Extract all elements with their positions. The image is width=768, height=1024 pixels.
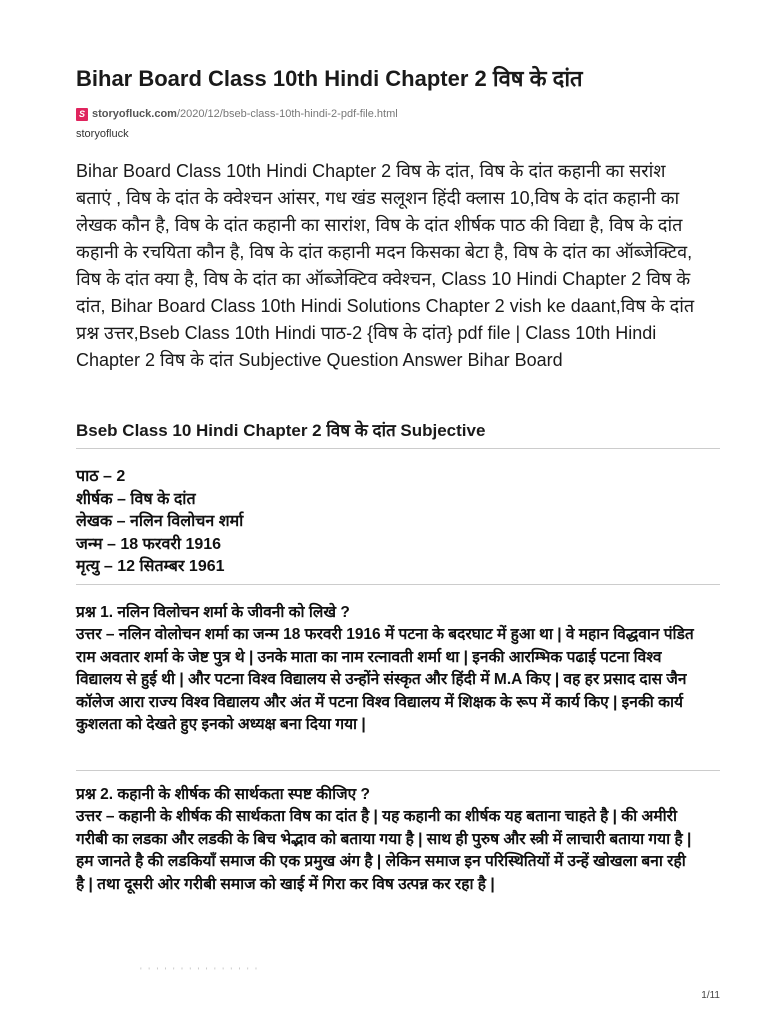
- source-path[interactable]: /2020/12/bseb-class-10th-hindi-2-pdf-file.html: [176, 108, 398, 120]
- question-1: प्रश्न 1. नलिन विलोचन शर्मा के जीवनी को लिखे ?: [76, 604, 350, 621]
- source-link[interactable]: [76, 104, 398, 124]
- divider: [76, 770, 720, 771]
- question-block-2: [76, 784, 696, 896]
- question-2: प्रश्न 2. कहानी के शीर्षक की सार्थकता स्पष्ट कीजिए ?: [76, 786, 370, 803]
- chapter-meta: [76, 466, 716, 579]
- page-number: 1/11: [701, 990, 720, 1001]
- site-name: storyofluck: [76, 128, 129, 140]
- section-heading: Bseb Class 10 Hindi Chapter 2 विष के दांत Subjective: [76, 421, 486, 440]
- answer-1: उत्तर – नलिन वोलोचन शर्मा का जन्म 18 फरवरी 1916 में पटना के बदरघाट में हुआ था | वे महान विद्धवान पंडित राम अवतार शर्मा के जेष्ट पुत्र थे | उनके माता का नाम रत्नावती शर्मा था | इनकी आरम्भिक पढाई पटना विश्व विद्यालय से हुई थी | और पटना विश्व विद्यालय से उन्होंने संस्कृत और हिंदी में M.A किए | वह हर प्रसाद दास जैन कॉलेज आरा राज्य विश्व विद्यालय और अंत में पटना विश्व विद्यालय में शिक्षक के रूप में कार्य किए | इनकी कार्य कुशलता को देखते हुए इनको अध्यक्ष बना दिया गया |: [76, 626, 694, 734]
- intro-paragraph: Bihar Board Class 10th Hindi Chapter 2 विष के दांत, विष के दांत कहानी का सरांश बताएं , विष के दांत के क्वेश्चन आंसर, गध खंड सलूशन हिंदी क्लास 10,विष के दांत कहानी का लेखक कौन है, विष के दांत कहानी का सारांश, विष के दांत शीर्षक पाठ की विद्या है, विष के दांत कहानी के रचयिता कौन है, विष के दांत कहानी मदन किसका बेटा है, विष के दांत का ऑब्जेक्टिव, विष के दांत क्या है, विष के दांत का ऑब्जेक्टिव क्वेश्चन, Class 10 Hindi Chapter 2 विष के दांत, Bihar Board Class 10th Hindi Solutions Chapter 2 vish ke daant,विष के दांत प्रश्न उत्तर,Bseb Class 10th Hindi पाठ-2 {विष के दांत} pdf file | Class 10th Hindi Chapter 2 विष के दांत Subjective Question Answer Bihar Board: [76, 161, 695, 370]
- divider: [76, 584, 720, 585]
- answer-2: उत्तर – कहानी के शीर्षक की सार्थकता विष का दांत है | यह कहानी का शीर्षक यह बताना चाहते है | की अमीरी गरीबी का लडका और लडकी के बिच भेद्भाव को बताया गया है | साथ ही पुरुष और स्त्री में लाचारी बताया गया है | हम जानते है की लडकियाँ समाज की एक प्रमुख अंग है | लेकिन समाज इन परिस्थितियों में उन्हें खोखला बना रही है | तथा दूसरी ओर गरीबी समाज को खाई में गिरा कर विष उत्पन्न कर रहा है |: [76, 808, 692, 893]
- divider: [76, 448, 720, 449]
- question-block-1: [76, 602, 696, 736]
- meta-title: शीर्षक – विष के दांत: [76, 490, 196, 508]
- meta-lesson: पाठ – 2: [76, 468, 126, 485]
- meta-author: लेखक – नलिन विलोचन शर्मा: [76, 513, 244, 530]
- meta-death: मृत्यु – 12 सितम्बर 1961: [76, 558, 225, 575]
- scribd-logo-icon: S: [76, 108, 88, 121]
- document-title: Bihar Board Class 10th Hindi Chapter 2 विष के दांत: [76, 66, 583, 91]
- cut-off-text-line: ' ' ' ' ' ' ' ' ' ' ' ' ' ' ': [140, 966, 259, 976]
- source-domain[interactable]: storyofluck.com: [92, 108, 177, 120]
- meta-birth: जन्म – 18 फरवरी 1916: [76, 535, 222, 553]
